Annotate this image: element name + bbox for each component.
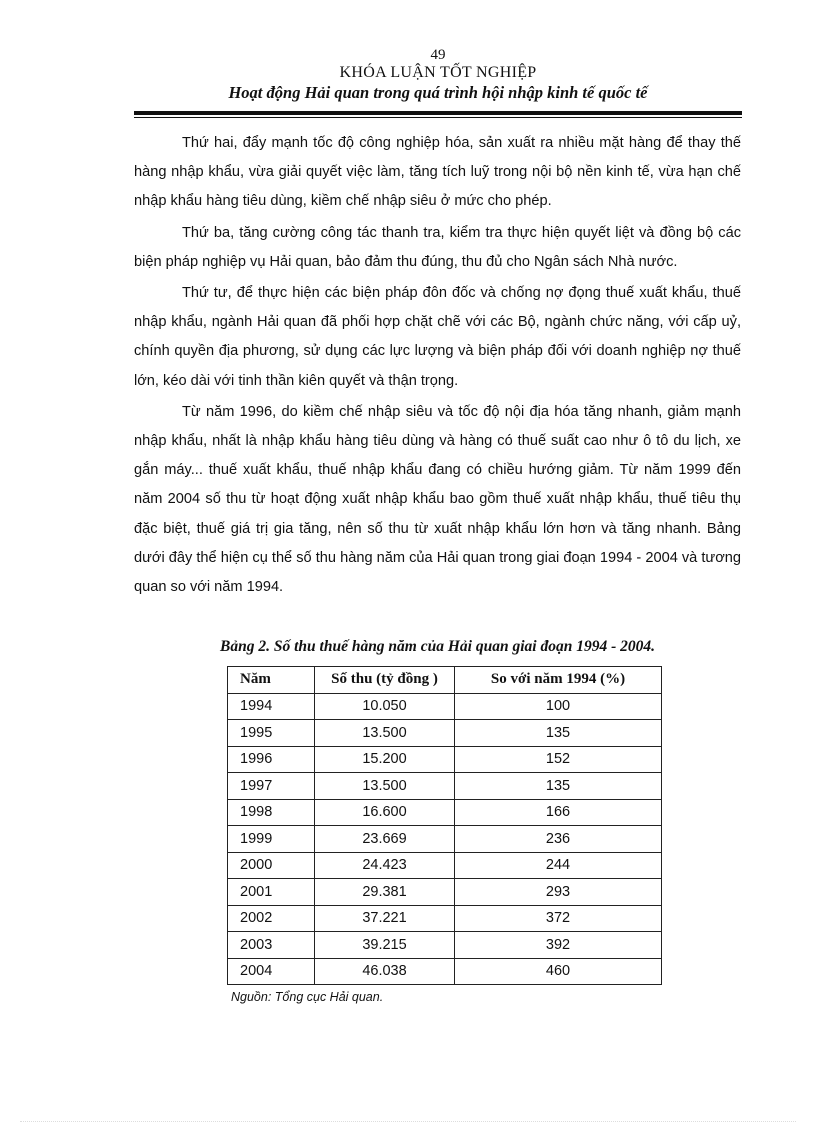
cell-revenue: 37.221 [315,905,455,932]
cell-percent: 460 [455,958,662,985]
cell-revenue: 13.500 [315,720,455,747]
paragraph: Thứ hai, đẩy mạnh tốc độ công nghiệp hóa, sản xuất ra nhiều mặt hàng để thay thế hàng nhập khẩu, vừa giải quyết việc làm, tăng tích luỹ trong nội bộ nền kinh tế, vừa hạn chế nhập khẩu hàng tiêu dùng, kiềm chế nhập siêu ở mức cho phép. [134,135,741,210]
cell-revenue: 16.600 [315,799,455,826]
table-caption: Bảng 2. Số thu thuế hàng năm của Hải quan giai đoạn 1994 - 2004. [220,638,655,655]
cell-revenue: 10.050 [315,693,455,720]
cell-year: 2000 [228,852,315,879]
header-revenue: Số thu (tỷ đồng ) [315,667,455,694]
paragraph: Thứ tư, để thực hiện các biện pháp đôn đốc và chống nợ đọng thuế xuất khẩu, thuế nhập khẩu, ngành Hải quan đã phối hợp chặt chẽ với các Bộ, ngành chức năng, với cấp uỷ, chính quyền địa phương, sử dụng các lực lượng và biện pháp đối với doanh nghiệp nợ thuế lớn, kéo dài với tinh thần kiên quyết và thận trọng. [134,285,741,389]
table-row [228,799,662,826]
header-rule-thick [134,111,742,115]
table-row [228,773,662,800]
cell-revenue: 39.215 [315,932,455,959]
table-header-row [228,667,662,694]
cell-year: 1994 [228,693,315,720]
table-row [228,958,662,985]
cell-revenue: 29.381 [315,879,455,906]
body-text [134,129,741,604]
table-row [228,746,662,773]
cell-percent: 135 [455,773,662,800]
header-rule-thin [134,117,742,118]
page-header [134,46,742,104]
table-row [228,879,662,906]
paragraph: Từ năm 1996, do kiềm chế nhập siêu và tốc độ nội địa hóa tăng nhanh, giảm mạnh nhập khẩu, nhất là nhập khẩu hàng tiêu dùng và hàng có thuế suất cao như ô tô du lịch, xe gắn máy... thuế xuất khẩu, thuế nhập khẩu đang có chiều hướng giảm. Từ năm 1999 đến năm 2004 số thu từ hoạt động xuất nhập khẩu bao gồm thuế xuất nhập khẩu, thuế tiêu thụ đặc biệt, thuế giá trị gia tăng, nên số thu từ xuất nhập khẩu lớn hơn và tăng nhanh. Bảng dưới đây thể hiện cụ thể số thu hàng năm của Hải quan trong giai đoạn 1994 - 2004 và tương quan so với năm 1994. [134,403,741,596]
cell-year: 2003 [228,932,315,959]
cell-year: 1996 [228,746,315,773]
cell-percent: 166 [455,799,662,826]
cell-percent: 293 [455,879,662,906]
cell-percent: 372 [455,905,662,932]
cell-year: 1998 [228,799,315,826]
cell-percent: 392 [455,932,662,959]
page-bottom-rule [20,1121,796,1122]
page-number: 49 [430,47,446,63]
cell-revenue: 24.423 [315,852,455,879]
cell-percent: 236 [455,826,662,853]
cell-year: 2004 [228,958,315,985]
cell-year: 1995 [228,720,315,747]
table-row [228,720,662,747]
cell-percent: 152 [455,746,662,773]
cell-revenue: 15.200 [315,746,455,773]
cell-revenue: 13.500 [315,773,455,800]
cell-year: 2001 [228,879,315,906]
header-percent: So với năm 1994 (%) [455,667,662,694]
table-row [228,693,662,720]
cell-percent: 135 [455,720,662,747]
revenue-table [227,666,662,985]
thesis-subtitle: Hoạt động Hải quan trong quá trình hội nhập kinh tế quốc tế [228,83,648,102]
cell-year: 2002 [228,905,315,932]
cell-revenue: 46.038 [315,958,455,985]
cell-year: 1997 [228,773,315,800]
cell-percent: 244 [455,852,662,879]
table-row [228,905,662,932]
paragraph: Thứ ba, tăng cường công tác thanh tra, kiểm tra thực hiện quyết liệt và đồng bộ các biện pháp nghiệp vụ Hải quan, bảo đảm thu đúng, thu đủ cho Ngân sách Nhà nước. [134,224,741,270]
table-source-note: Nguồn: Tổng cục Hải quan. [231,990,384,1004]
cell-year: 1999 [228,826,315,853]
table-row [228,932,662,959]
header-year: Năm [228,667,315,694]
table-row [228,826,662,853]
cell-revenue: 23.669 [315,826,455,853]
table-row [228,852,662,879]
cell-percent: 100 [455,693,662,720]
thesis-title: KHÓA LUẬN TỐT NGHIỆP [339,64,537,81]
